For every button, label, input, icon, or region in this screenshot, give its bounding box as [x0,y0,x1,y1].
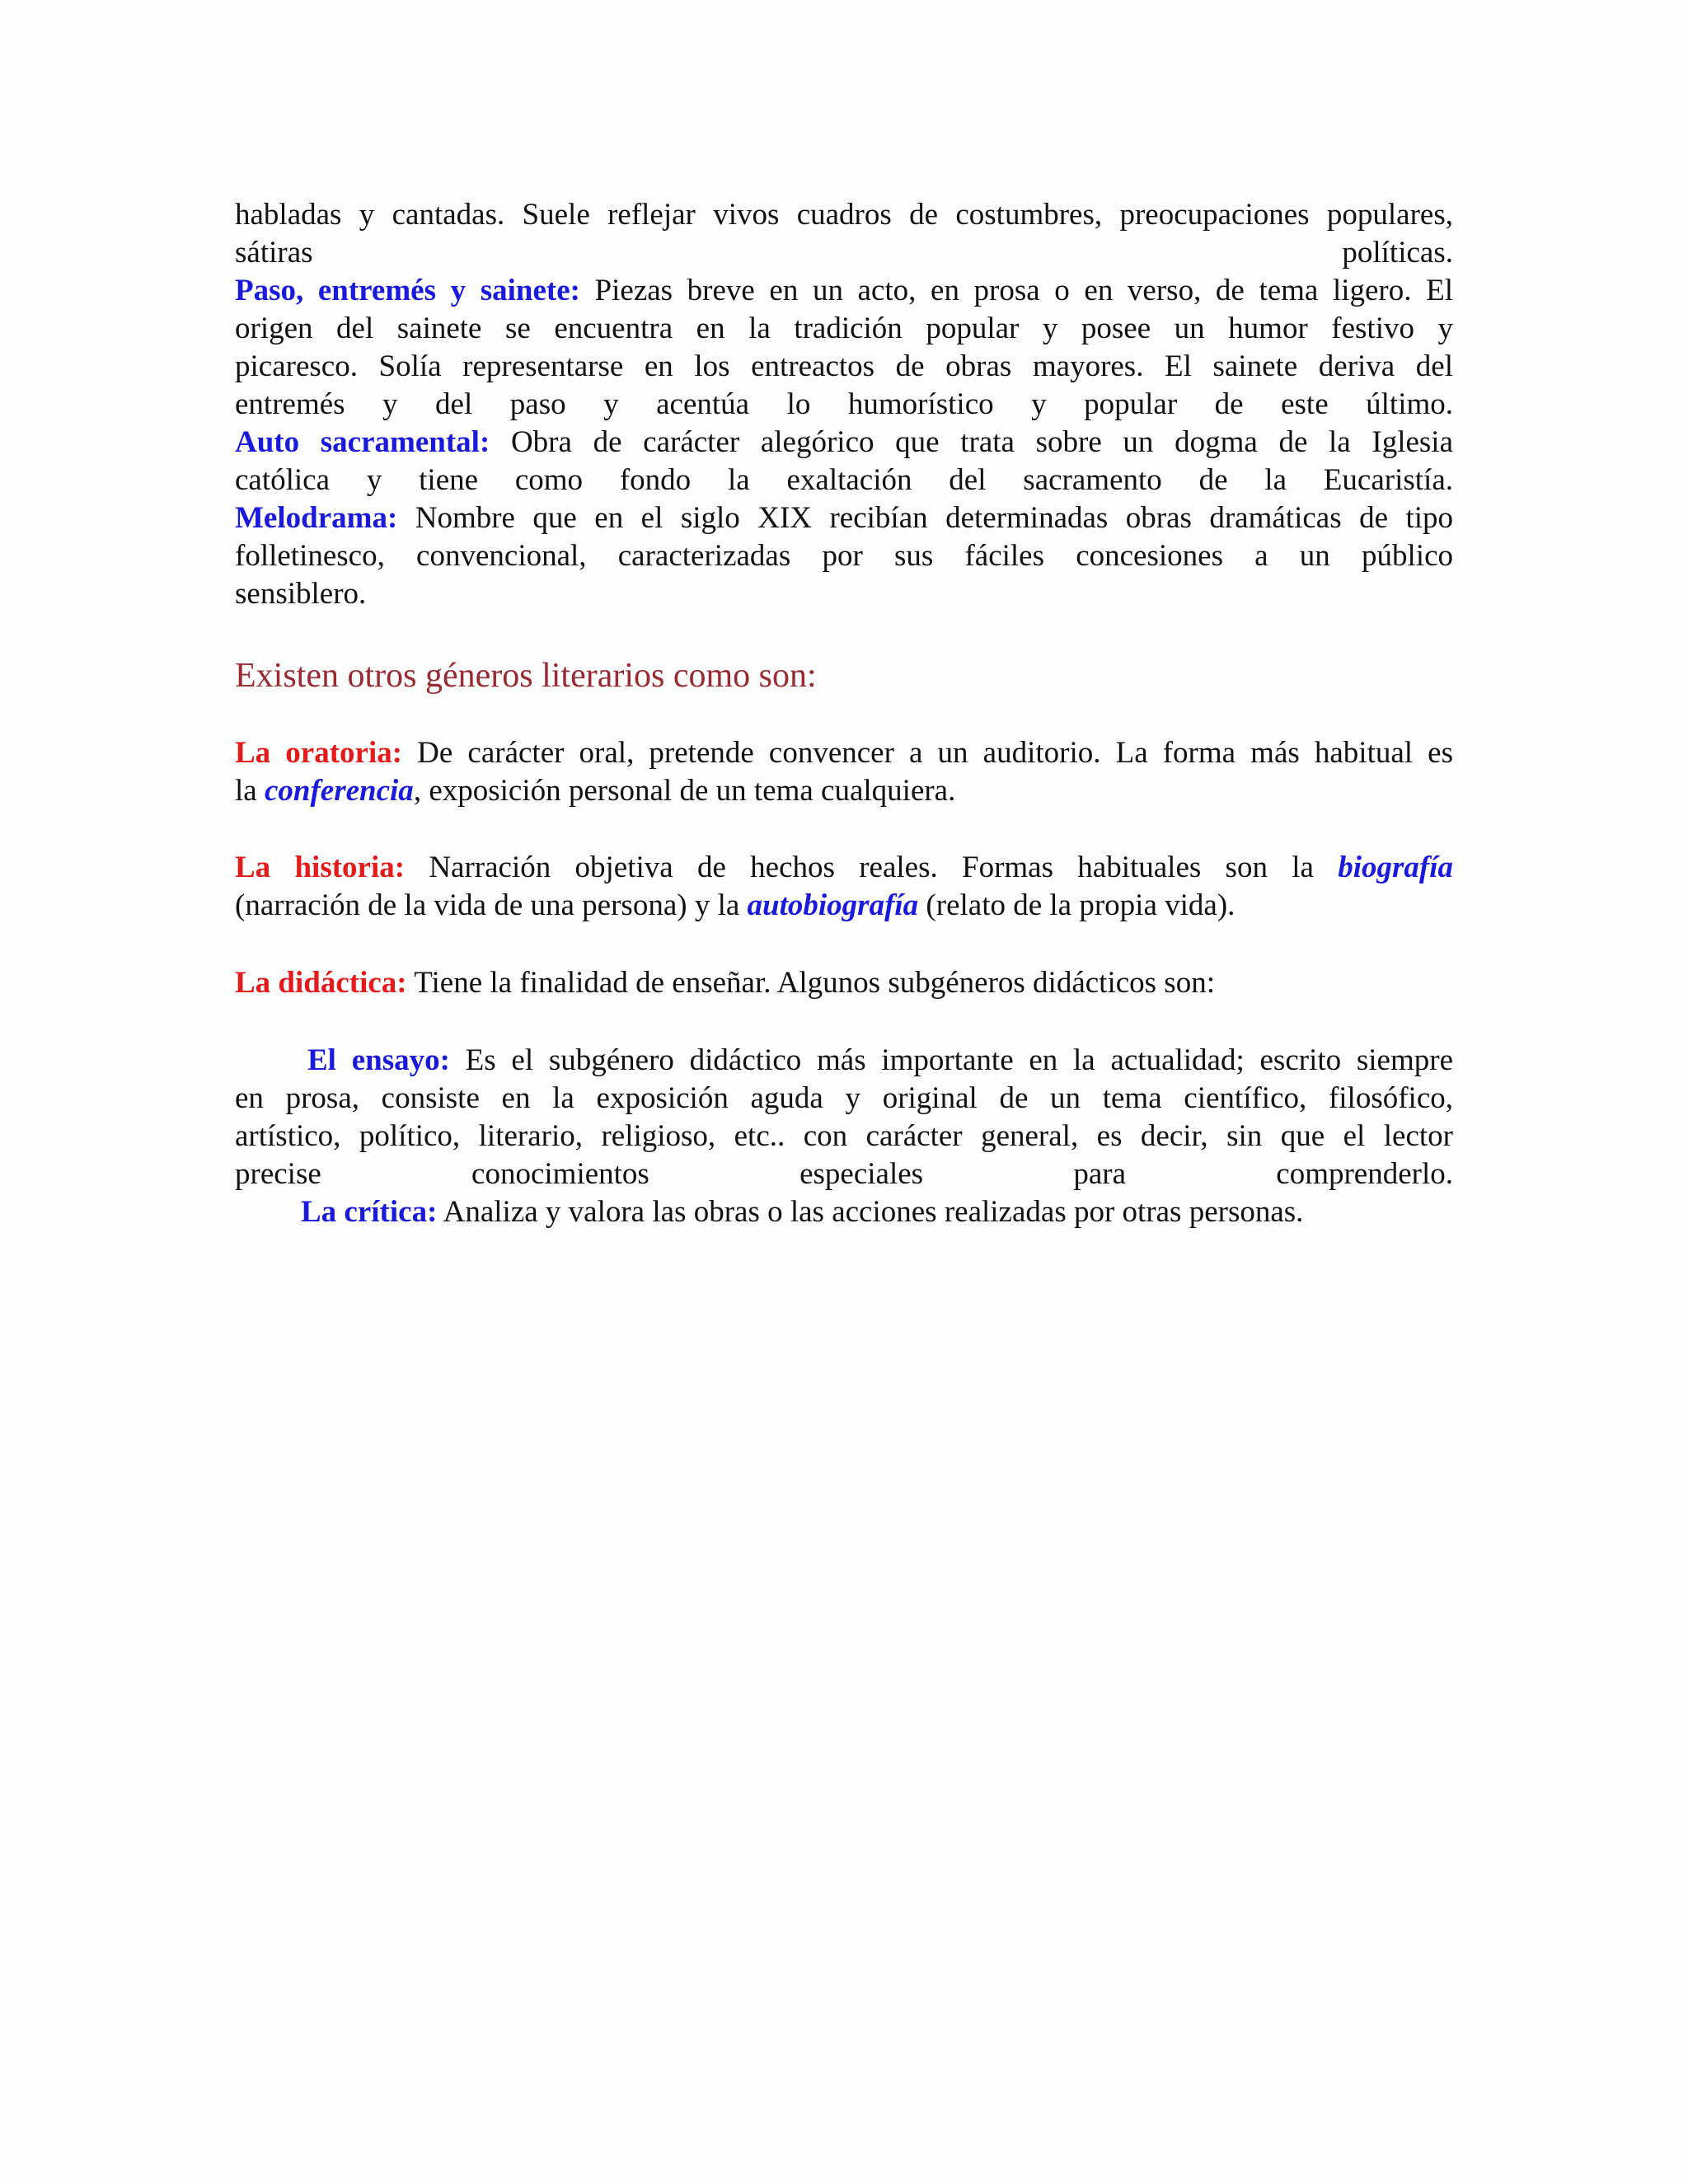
ensayo-line-3: artístico, político, literario, religioso, etc.. con carácter general, es decir, sin que el lector [235,1119,1453,1153]
paso-term: Paso, entremés y sainete: [235,274,580,307]
melodrama-line-1: Melodrama: Nombre que en el siglo XIX recibían determinadas obras dramáticas de tipo [235,501,1453,535]
melodrama-line-3: sensiblero. [235,577,367,611]
ensayo-line-4: precise conocimientos especiales para comprenderlo. [235,1157,1453,1191]
historia-line-2: (narración de la vida de una persona) y la autobiografía (relato de la propia vida). [235,888,1236,922]
auto-line-1: Auto sacramental: Obra de carácter alegórico que trata sobre un dogma de la Iglesia [235,425,1454,459]
ensayo-term: El ensayo: [307,1043,450,1077]
ensayo-line-2: en prosa, consiste en la exposición aguda y original de un tema científico, filosófico, [235,1081,1453,1115]
auto-term: Auto sacramental: [235,425,490,459]
melodrama-line-2: folletinesco, convencional, caracterizadas por sus fáciles concesiones a un público [235,539,1453,573]
oratoria-block [235,734,1453,810]
melodrama-term: Melodrama: [235,501,398,535]
paso-line-3: picaresco. Solía representarse en los entreactos de obras mayores. El sainete deriva del [235,349,1453,383]
conferencia-term: conferencia [264,774,414,808]
oratoria-line-1: La oratoria: De carácter oral, pretende convencer a un auditorio. La forma más habitual es [235,736,1453,770]
biografia-term: biografía [1338,851,1453,884]
critica-term: La crítica: [301,1195,438,1229]
theatre-genres-block [235,196,1453,613]
oratoria-line-2: la conferencia, exposición personal de un tema cualquiera. [235,774,956,808]
autobiografia-term: autobiografía [747,888,919,922]
ensayo-block [235,1042,1453,1231]
intro-line-2: sátiras políticas. [235,236,1453,269]
historia-term: La historia: [235,851,406,884]
paso-line-4: entremés y del paso y acentúa lo humorístico y popular de este último. [235,387,1453,421]
didactica-term: La didáctica: [235,966,407,1000]
intro-line-1: habladas y cantadas. Suele reflejar vivos cuadros de costumbres, preocupaciones populares, [235,198,1453,232]
critica-line-1: La crítica: Analiza y valora las obras o las acciones realizadas por otras personas. [301,1195,1304,1229]
didactica-line-1: La didáctica: Tiene la finalidad de enseñar. Algunos subgéneros didácticos son: [235,966,1215,1000]
section-heading: Existen otros géneros literarios como son: [235,657,817,695]
historia-block [235,849,1453,925]
ensayo-line-1: El ensayo: Es el subgénero didáctico más importante en la actualidad; escrito siempre [307,1043,1453,1077]
paso-line-2: origen del sainete se encuentra en la tradición popular y posee un humor festivo y [235,312,1453,345]
auto-line-2: católica y tiene como fondo la exaltación del sacramento de la Eucaristía. [235,463,1453,497]
didactica-block [235,964,1453,1002]
paso-line-1: Paso, entremés y sainete: Piezas breve en un acto, en prosa o en verso, de tema ligero. El [235,274,1453,307]
oratoria-term: La oratoria: [235,736,403,770]
historia-line-1: La historia: Narración objetiva de hechos reales. Formas habituales son la biografía [235,851,1453,884]
